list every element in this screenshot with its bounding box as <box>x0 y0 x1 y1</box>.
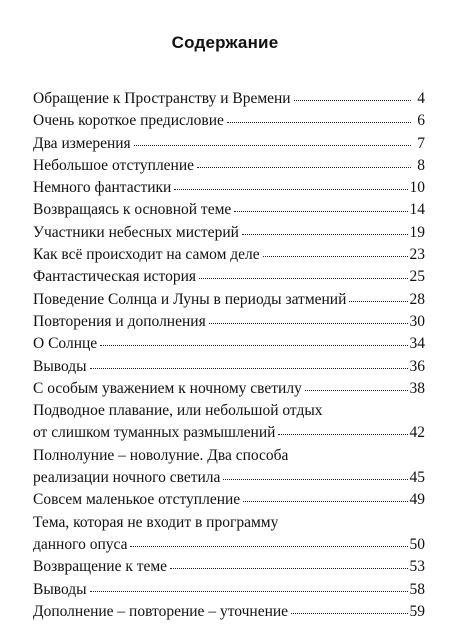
toc-entry-title: Два измерения <box>33 134 131 152</box>
toc-entry <box>33 222 425 244</box>
toc-entry <box>33 110 425 132</box>
toc-entry <box>33 199 425 221</box>
dot-leader <box>199 277 408 279</box>
toc-page-number: 59 <box>409 602 425 620</box>
dot-leader <box>243 500 407 502</box>
toc-entry <box>33 579 425 601</box>
toc-entry <box>33 445 425 490</box>
dot-leader <box>174 188 407 190</box>
toc-entry-title: О Солнце <box>33 335 98 353</box>
toc-entry-title: реализации ночного светила <box>33 469 221 487</box>
dot-leader <box>305 389 408 391</box>
toc-page-number: 19 <box>409 223 425 241</box>
toc-entry <box>33 400 425 445</box>
toc-entry <box>33 133 425 155</box>
toc-entry-line <box>33 333 425 355</box>
toc-entry-line <box>33 289 425 311</box>
toc-page-number: 25 <box>409 268 425 286</box>
toc-page-number: 8 <box>417 156 425 174</box>
toc-entry-title: Подводное плавание, или небольшой отдых <box>33 402 323 420</box>
toc-entry <box>33 244 425 266</box>
dot-leader <box>134 144 411 146</box>
toc-entry-line <box>33 579 425 601</box>
toc-page-number: 14 <box>409 201 425 219</box>
toc-entry-line <box>33 534 425 556</box>
toc-entry-line <box>33 199 425 221</box>
toc-entry <box>33 512 425 557</box>
toc-entry-title: Участники небесных мистерий <box>33 223 239 241</box>
toc-entry-line <box>33 378 425 400</box>
toc-page-number: 28 <box>409 290 425 308</box>
toc-entry-title: данного опуса <box>33 535 128 553</box>
toc-entry <box>33 289 425 311</box>
toc-entry <box>33 556 425 578</box>
toc-entry-title: Совсем маленькое отступление <box>33 491 241 509</box>
dot-leader <box>234 210 407 212</box>
toc-entry-line <box>33 177 425 199</box>
dot-leader <box>100 344 407 346</box>
toc-entry <box>33 489 425 511</box>
toc-page-number: 45 <box>409 469 425 487</box>
toc-entry-line <box>33 266 425 288</box>
toc-page-number: 50 <box>409 535 425 553</box>
dot-leader <box>242 233 408 235</box>
dot-leader <box>90 590 408 592</box>
toc-entry-title: от слишком туманных размышлений <box>33 424 276 442</box>
toc-entry-title: Выводы <box>33 580 87 598</box>
toc-entry <box>33 378 425 400</box>
toc-entry-title: Обращение к Пространству и Времени <box>33 90 291 107</box>
toc-page-number: 36 <box>409 357 425 375</box>
dot-leader <box>209 322 408 324</box>
toc-entry-line <box>33 155 425 177</box>
toc-entry <box>33 311 425 333</box>
toc-entry-title: Фантастическая история <box>33 268 196 286</box>
toc-entry-title: Тема, которая не входит в программу <box>33 513 279 531</box>
dot-leader <box>223 478 407 480</box>
table-of-contents <box>33 88 425 623</box>
toc-page-number: 58 <box>409 580 425 598</box>
dot-leader <box>291 612 407 614</box>
toc-entry-line <box>33 467 425 489</box>
toc-page-number: 4 <box>417 90 425 107</box>
toc-entry-title: Возвращаясь к основной теме <box>33 201 232 219</box>
toc-entry-title: Поведение Солнца и Луны в периоды затмений <box>33 290 347 308</box>
toc-page-number: 30 <box>409 312 425 330</box>
toc-entry-line <box>33 400 425 422</box>
dot-leader <box>197 166 411 168</box>
toc-entry-line <box>33 445 425 467</box>
toc-entry-title: Очень короткое предисловие <box>33 112 224 130</box>
toc-entry-line <box>33 244 425 266</box>
toc-entry-line <box>33 556 425 578</box>
dot-leader <box>349 300 407 302</box>
toc-page-number: 53 <box>409 558 425 576</box>
toc-entry-title: Как всё происходит на самом деле <box>33 246 260 264</box>
toc-entry-line <box>33 422 425 444</box>
dot-leader <box>294 99 411 101</box>
dot-leader <box>170 567 407 569</box>
dot-leader <box>263 255 408 257</box>
toc-entry <box>33 177 425 199</box>
toc-entry <box>33 356 425 378</box>
toc-entry-line <box>33 311 425 333</box>
toc-entry <box>33 155 425 177</box>
toc-entry-title: Небольшое отступление <box>33 156 195 174</box>
toc-entry <box>33 266 425 288</box>
toc-page-number: 10 <box>409 179 425 197</box>
toc-page-number: 38 <box>409 379 425 397</box>
toc-entry-line <box>33 489 425 511</box>
toc-entry-line <box>33 601 425 623</box>
toc-entry-title: Дополнение – повторение – уточнение <box>33 602 289 620</box>
toc-entry-title: Немного фантастики <box>33 179 172 197</box>
page-title: Содержание <box>171 33 279 52</box>
toc-page-number: 49 <box>409 491 425 509</box>
toc-entry-title: Возвращение к теме <box>33 558 168 576</box>
toc-page-number: 23 <box>409 246 425 264</box>
dot-leader <box>278 433 407 435</box>
toc-entry-title: Повторения и дополнения <box>33 312 206 330</box>
toc-entry <box>33 601 425 623</box>
toc-entry-line <box>33 88 425 110</box>
toc-entry <box>33 88 425 110</box>
toc-entry-line <box>33 110 425 132</box>
toc-entry <box>33 333 425 355</box>
toc-entry-title: С особым уважением к ночному светилу <box>33 379 302 397</box>
toc-page-number: 6 <box>417 112 425 130</box>
toc-entry-line <box>33 512 425 534</box>
toc-page-number: 42 <box>409 424 425 442</box>
toc-entry-line <box>33 222 425 244</box>
toc-entry-title: Полнолуние – новолуние. Два способа <box>33 446 289 464</box>
dot-leader <box>90 367 408 369</box>
dot-leader <box>227 121 411 123</box>
toc-page-number: 7 <box>417 134 425 152</box>
dot-leader <box>130 545 407 547</box>
toc-entry-title: Выводы <box>33 357 87 375</box>
toc-entry-line <box>33 133 425 155</box>
toc-page-number: 34 <box>409 335 425 353</box>
toc-entry-line <box>33 356 425 378</box>
